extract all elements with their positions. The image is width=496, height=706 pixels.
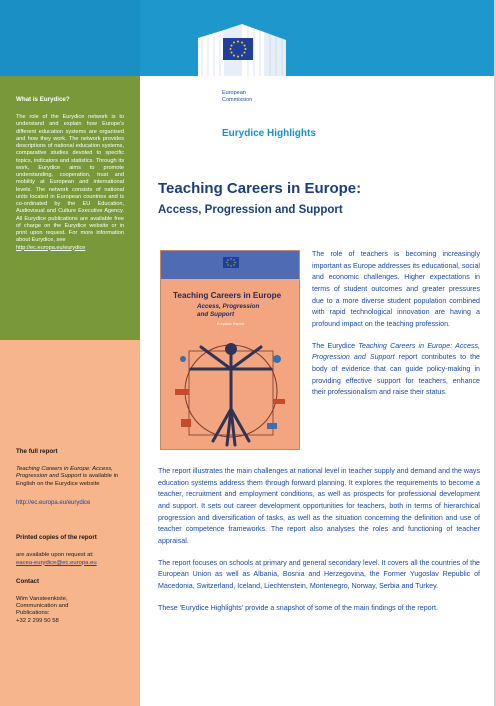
body-paragraph-3: These 'Eurydice Highlights' provide a snapshot of some of the main findings of the report. [158, 603, 438, 612]
intro-paragraph-2 [312, 341, 480, 399]
eu-flag-icon [223, 257, 239, 268]
vitruvian-figure-illustration [161, 329, 300, 450]
intro-paragraph-1: The role of teachers is becoming increasingly important as Europe addresses its educational, social and economic challenges. Higher expectations in terms of student outcomes and greater pressures due to a more diverse student population combined with rapid technological innovation are having a profound impact on the teaching profession. [312, 250, 480, 328]
printed-copies-email-link[interactable]: eacea-eurydice@ec.europa.eu [16, 559, 97, 566]
contact-role-line2: Publications: [16, 610, 50, 617]
full-report-heading: The full report [16, 448, 58, 455]
ec-org-line1: European [222, 90, 246, 96]
full-report-link[interactable]: http://ec.europa.eu/eurydice [16, 500, 91, 507]
cover-report-label: Eurydice Report [217, 322, 245, 326]
eurydice-website-link[interactable]: http://ec.europa.eu/eurydice [16, 244, 86, 251]
contact-role-line1: Communication and [16, 603, 69, 610]
page-subtitle: Access, Progression and Support [158, 204, 343, 216]
main-content [140, 76, 496, 706]
page-title: Teaching Careers in Europe: [158, 180, 362, 197]
intro-text [312, 249, 480, 399]
intro-p2-pre: The Eurydice [312, 341, 359, 350]
cover-subtitle-line1: Access, Progression [197, 303, 260, 310]
highlights-label: Eurydice Highlights [222, 128, 316, 139]
cover-title: Teaching Careers in Europe [173, 291, 282, 300]
printed-copies-heading: Printed copies of the report [16, 534, 97, 542]
report-cover-image [160, 250, 300, 450]
intro-p2-post: report contributes to the body of evidence that can guide policy-making in providing effective support for teachers, enhance their professionalism and raise their status. [312, 353, 480, 397]
intro-p2-italic: Teaching Careers in Europe: Access, Progression and Support [312, 341, 480, 362]
body-paragraph-2: The report focuses on schools at primary and general secondary level. It covers all the countries of the European Union as well as Albania, Bosnia and Herzegovina, the Former Yugoslav Republic of Macedonia, Switzerland, Iceland, Liechtenstein, Montenegro, Norway, Serbia and Turkey. [158, 558, 480, 590]
contact-heading: Contact [16, 577, 40, 585]
body-paragraph-1: The report illustrates the main challenges at national level in teacher supply and demand and the ways education systems address them through forward planning. It explores the requirements to become a teacher, recruitment and employment conditions, as well as prospects for professional development and support. It sets out career development opportunities for teachers, both in terms of hierarchical progression and diversification of tasks, as well as the situation concerning the definition and use of teacher competence frameworks. The report also analyses the roles and functioning of teacher appraisal. [158, 467, 480, 545]
sidebar-report-info [0, 340, 140, 706]
ec-org-line2: Commission [222, 96, 253, 103]
body-text [158, 466, 480, 614]
ec-building-icon [194, 18, 290, 76]
what-is-eurydice-heading: What is Eurydice? [16, 96, 70, 103]
full-report-title-italic: Teaching Careers in Europe: Access, Progression and Support [16, 466, 113, 480]
contact-phone: +32 2 299 50 58 [16, 617, 59, 624]
sidebar-what-is-eurydice [0, 76, 140, 340]
cover-subtitle [197, 303, 259, 318]
what-is-eurydice-text: The role of the Eurydice network is to understand and explain how Europe's different education systems are organised and how they work. The network provides descriptions of national education systems, comparative studies devoted to specific topics, indicators and statistics. Through its work, Eurydice aims to promote understanding, cooperation, trust and mobility at European and international levels. The network consists of national units located in European countries and is co-ordinated by the EU Education, Audiovisual and Culture Executive Agency. All Eurydice publications are available free of charge on the Eurydice website or in print upon request. For more information about Eurydice, see [16, 114, 124, 244]
cover-subtitle-line2: and Support [197, 310, 235, 318]
contact-name: Wim Vansteenkiste, [16, 595, 68, 602]
printed-copies-text: are available upon request at: [16, 552, 94, 559]
full-report-availability: is available in English on the Eurydice website [16, 473, 119, 487]
full-report-text [16, 466, 124, 488]
